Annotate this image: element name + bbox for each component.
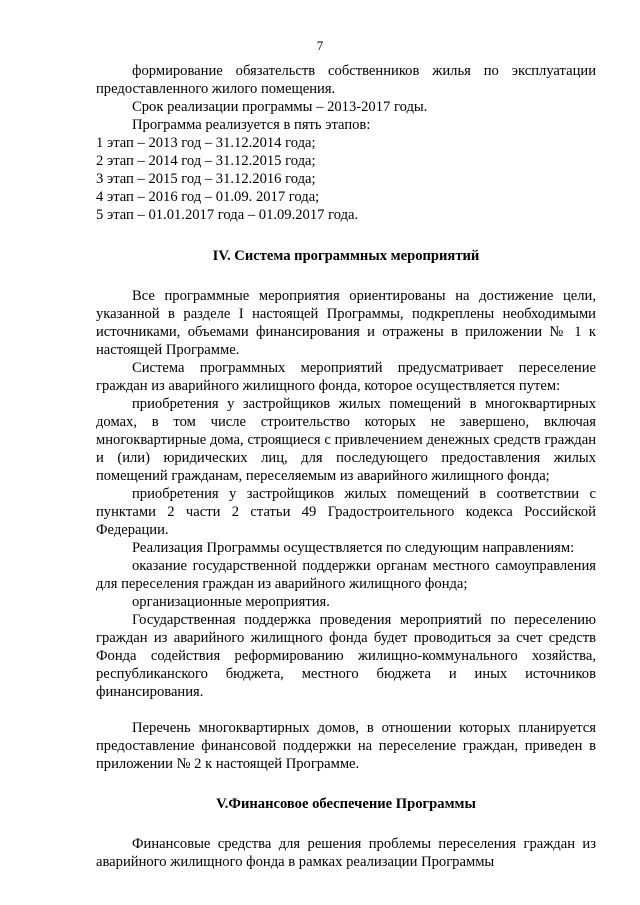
- stage-item: 2 этап – 2014 год – 31.12.2015 года;: [96, 153, 316, 169]
- page-number: 7: [316, 38, 324, 53]
- document-body: [96, 62, 596, 871]
- program-term: Срок реализации программы – 2013-2017 годы.: [132, 99, 428, 115]
- section-4-heading: IV. Система программных мероприятий: [212, 248, 480, 264]
- section-5-heading: V.Финансовое обеспечение Программы: [216, 796, 476, 812]
- section-4-paragraph: Все программные мероприятия ориентированы на достижение цели, указанной в разделе I настоящей Программы, подкреплены необходимыми источниками, объемами финансирования и отражены в приложении № 1 к настоящей Программе.: [96, 288, 596, 358]
- section-4-paragraph: приобретения у застройщиков жилых помещений в многоквартирных домах, в том числе строительство которых не завершено, включая многоквартирные дома, строящиеся с привлечением денежных средств граждан и (или) юридических лиц, для последующего предоставления жилых помещений гражданам, переселяемым из аварийного жилищного фонда;: [96, 396, 596, 484]
- stage-item: 5 этап – 01.01.2017 года – 01.09.2017 года.: [96, 207, 359, 223]
- section-4-paragraph: Государственная поддержка проведения мероприятий по переселению граждан из аварийного жилищного фонда будет проводиться за счет средств Фонда содействия реформированию жилищно-коммунального хозяйства, республиканского бюджета, местного бюджета и иных источников финансирования.: [96, 612, 596, 700]
- stage-item: 3 этап – 2015 год – 31.12.2016 года;: [96, 171, 316, 187]
- section-4-paragraph: оказание государственной поддержки органам местного самоуправления для переселения граждан из аварийного жилищного фонда;: [96, 558, 596, 592]
- section-4-paragraph: Система программных мероприятий предусматривает переселение граждан из аварийного жилищного фонда, которое осуществляется путем:: [96, 360, 596, 394]
- section-4-paragraph: организационные мероприятия.: [132, 594, 330, 610]
- section-4-paragraph: приобретения у застройщиков жилых помещений в соответствии с пунктами 2 части 2 статьи 49 Градостроительного кодекса Российской Федерации.: [96, 486, 596, 538]
- section-4-paragraph: Реализация Программы осуществляется по следующим направлениям:: [132, 540, 575, 556]
- stages-intro: Программа реализуется в пять этапов:: [132, 117, 371, 133]
- stage-item: 4 этап – 2016 год – 01.09. 2017 года;: [96, 189, 320, 205]
- section-4-final-paragraph: Перечень многоквартирных домов, в отношении которых планируется предоставление финансовой поддержки на переселение граждан, приведен в приложении № 2 к настоящей Программе.: [96, 720, 596, 772]
- continuation-paragraph: формирование обязательств собственников жилья по эксплуатации предоставленного жилого помещения.: [96, 63, 596, 97]
- stage-item: 1 этап – 2013 год – 31.12.2014 года;: [96, 135, 316, 151]
- section-5-paragraph: Финансовые средства для решения проблемы переселения граждан из аварийного жилищного фонда в рамках реализации Программы: [96, 836, 596, 870]
